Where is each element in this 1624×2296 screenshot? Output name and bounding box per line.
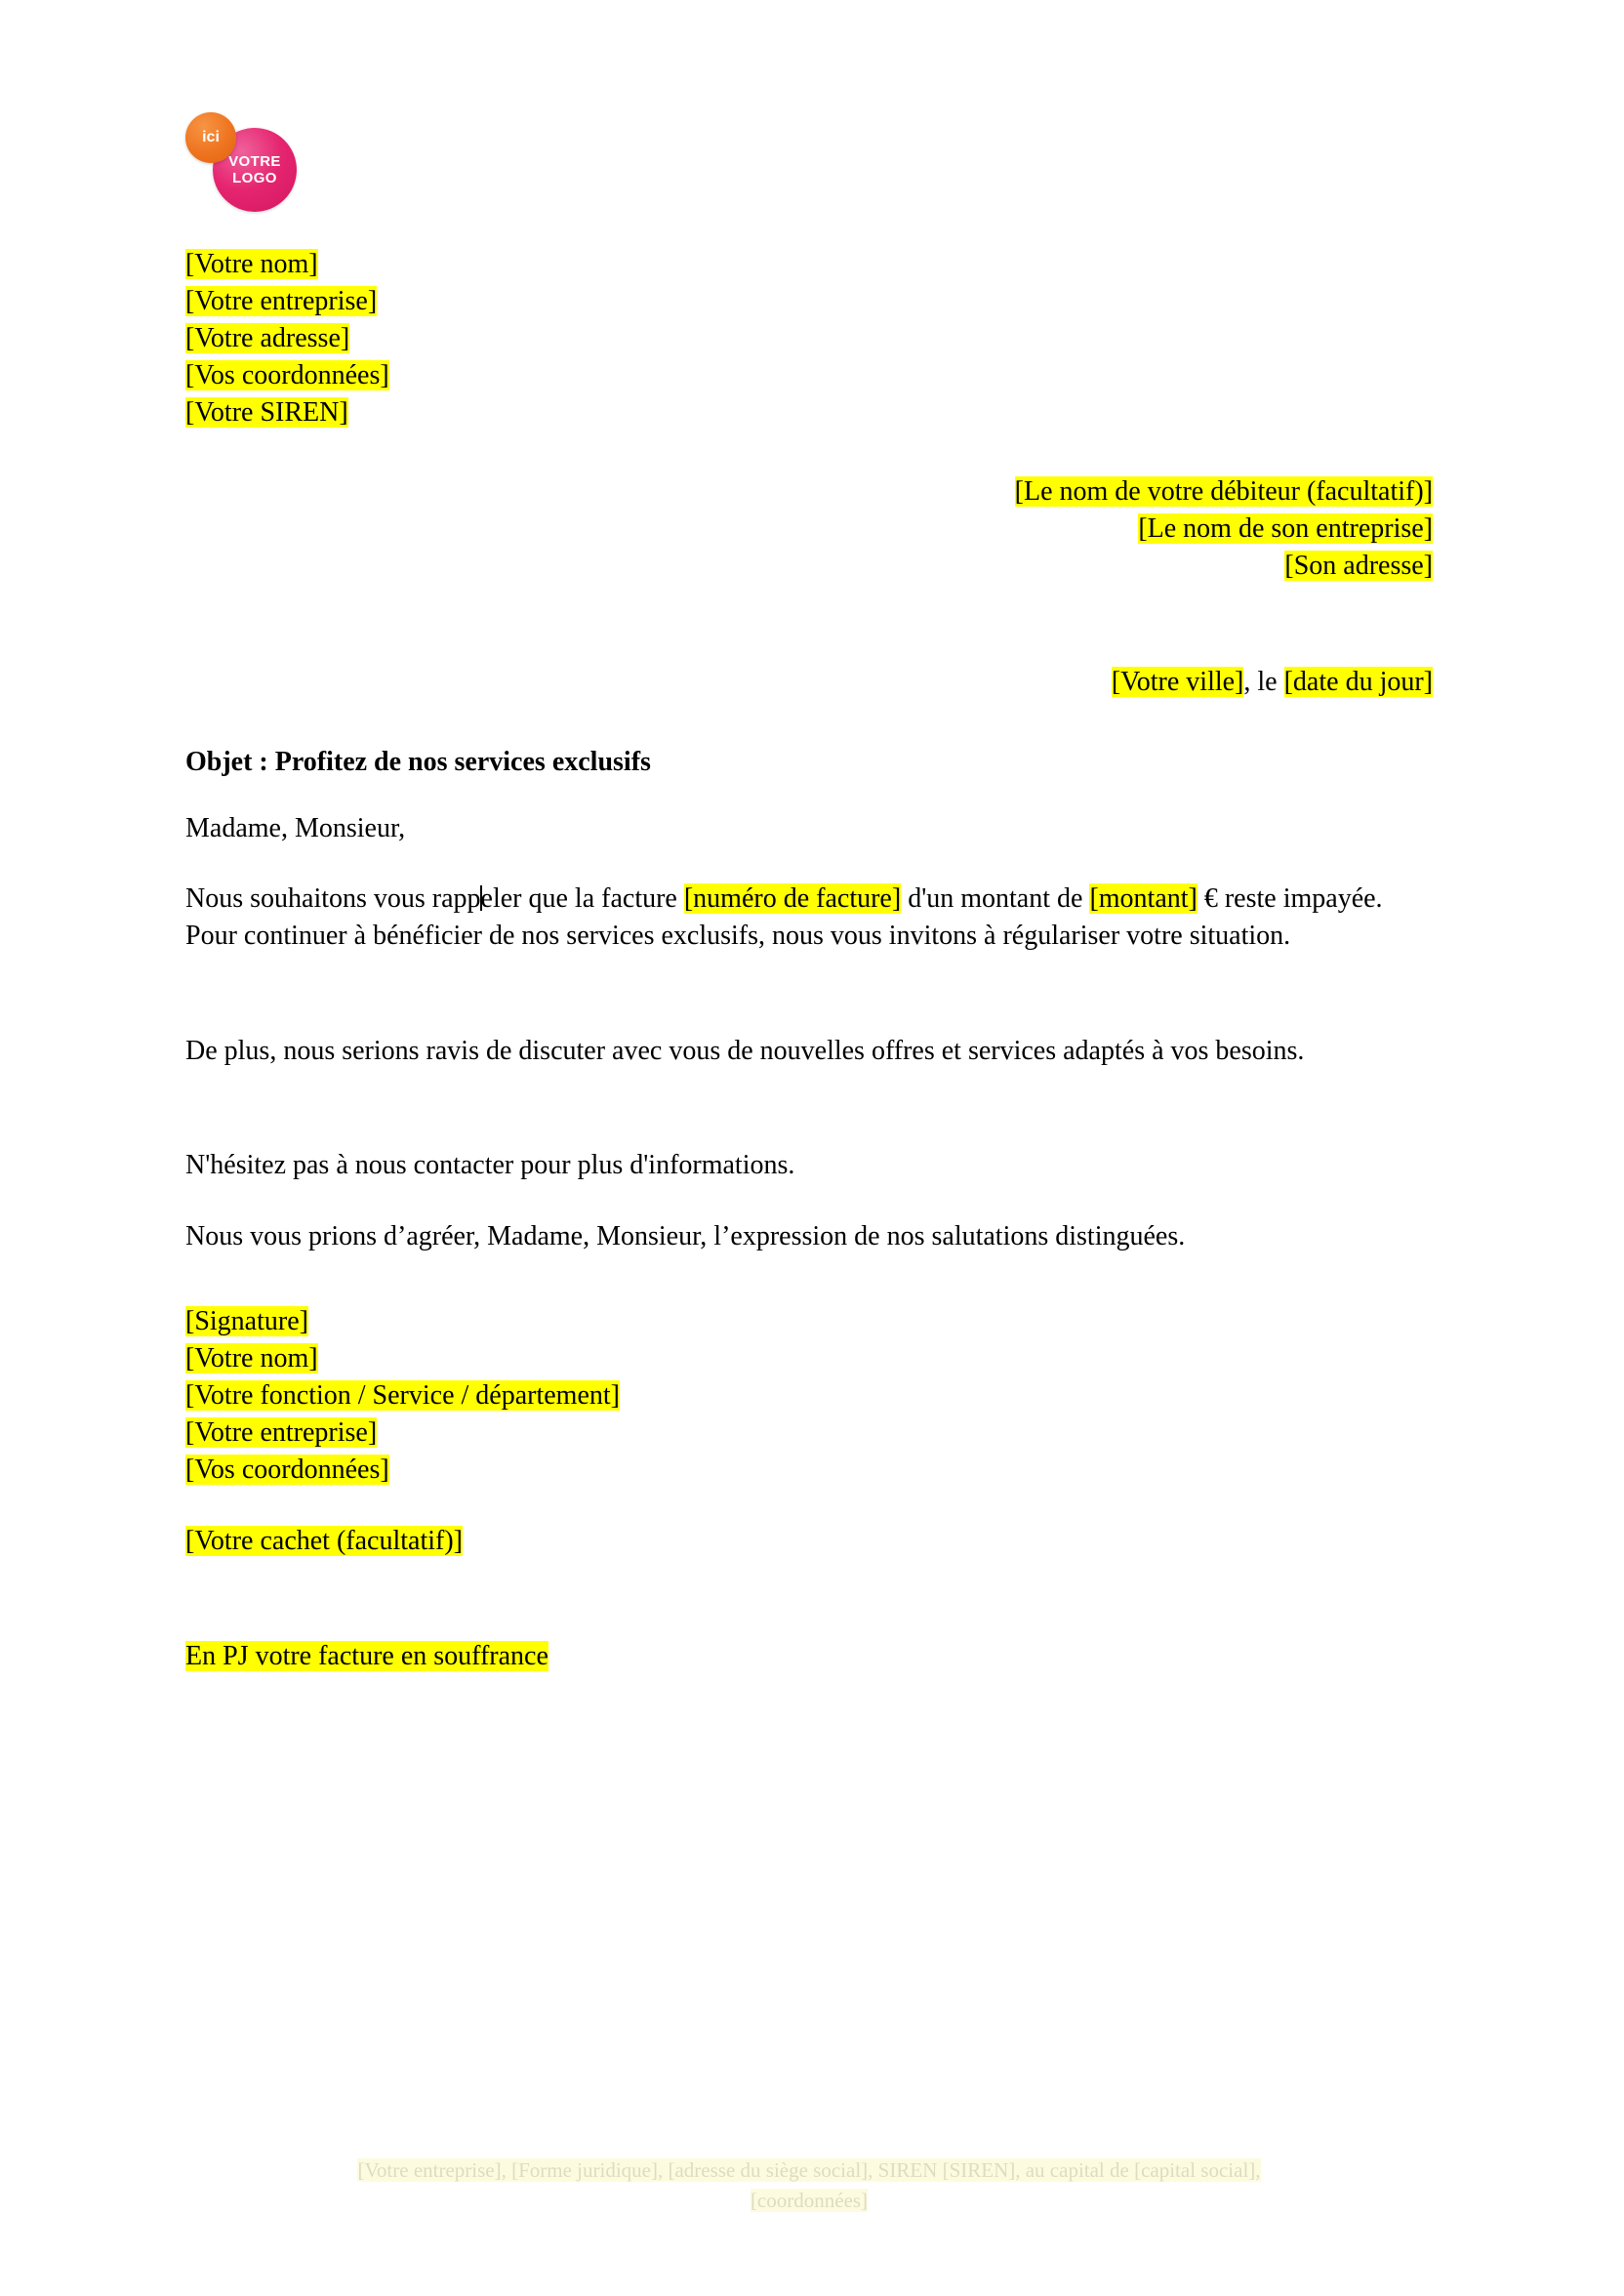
signature-block bbox=[185, 1303, 1433, 1489]
sender-line bbox=[185, 283, 1433, 320]
sender-address-block bbox=[185, 246, 1433, 431]
footer-line-1 bbox=[185, 2155, 1433, 2186]
city-placeholder: [Votre ville] bbox=[1111, 667, 1244, 697]
cachet-line bbox=[185, 1523, 1433, 1560]
date-line bbox=[185, 664, 1433, 701]
para1-text-part-2: eler que la facture bbox=[480, 883, 684, 914]
footer-line-2 bbox=[185, 2186, 1433, 2216]
para1-text-part-1: Nous souhaitons vous rapp bbox=[185, 883, 481, 914]
closing-salutation: Nous vous prions d’agréer, Madame, Monsieur, l’expression de nos salutations distinguées. bbox=[185, 1221, 1186, 1251]
sender-line bbox=[185, 394, 1433, 431]
signature-line bbox=[185, 1414, 1433, 1452]
signature-role: [Votre fonction / Service / département] bbox=[185, 1380, 620, 1411]
attachment-placeholder: En PJ votre facture en souffrance bbox=[185, 1641, 548, 1671]
recipient-company: [Le nom de son entreprise] bbox=[1138, 513, 1433, 544]
sender-siren: [Votre SIREN] bbox=[185, 397, 348, 428]
recipient-address-block bbox=[185, 473, 1433, 585]
amount-placeholder: [montant] bbox=[1089, 883, 1198, 914]
recipient-address: [Son adresse] bbox=[1284, 551, 1433, 581]
logo-line-1: VOTRE bbox=[228, 153, 281, 170]
footer-contact-text: [coordonnées] bbox=[750, 2189, 869, 2212]
body-paragraph-3: N'hésitez pas à nous contacter pour plus d'informations. bbox=[185, 1150, 795, 1180]
body-paragraph-2: De plus, nous serions ravis de discuter avec vous de nouvelles offres et services adaptés à vos besoins. bbox=[185, 1036, 1305, 1066]
sender-name: [Votre nom] bbox=[185, 249, 318, 279]
sender-company: [Votre entreprise] bbox=[185, 286, 378, 316]
logo-orange-badge bbox=[185, 112, 236, 163]
subject-line: Objet : Profitez de nos services exclusifs bbox=[185, 747, 651, 777]
attachment-note bbox=[185, 1638, 1433, 1675]
sender-line bbox=[185, 320, 1433, 357]
signature-line bbox=[185, 1377, 1433, 1414]
sender-address: [Votre adresse] bbox=[185, 323, 350, 353]
signature-name: [Votre nom] bbox=[185, 1343, 318, 1374]
body-paragraph-1 bbox=[185, 881, 1433, 955]
company-logo bbox=[185, 112, 322, 215]
signature-company: [Votre entreprise] bbox=[185, 1417, 378, 1448]
para1-text-part-3: d'un montant de bbox=[901, 883, 1090, 914]
recipient-line bbox=[185, 548, 1433, 585]
sender-line bbox=[185, 246, 1433, 283]
cachet-placeholder: [Votre cachet (facultatif)] bbox=[185, 1526, 463, 1556]
sender-line bbox=[185, 357, 1433, 394]
footer-legal-text: [Votre entreprise], [Forme juridique], [adresse du siège social], SIREN [SIREN], au capital de [capital social], bbox=[357, 2158, 1261, 2182]
recipient-name: [Le nom de votre débiteur (facultatif)] bbox=[1014, 476, 1433, 507]
signature-line bbox=[185, 1452, 1433, 1489]
signature-contact: [Vos coordonnées] bbox=[185, 1455, 389, 1485]
logo-line-2: LOGO bbox=[232, 170, 277, 186]
date-separator: , le bbox=[1243, 667, 1284, 697]
signature-line bbox=[185, 1303, 1433, 1340]
logo-badge-text: ici bbox=[202, 129, 220, 145]
signature-line bbox=[185, 1340, 1433, 1377]
recipient-line bbox=[185, 511, 1433, 548]
page-footer bbox=[185, 2155, 1433, 2216]
greeting-line: Madame, Monsieur, bbox=[185, 813, 406, 843]
signature-placeholder: [Signature] bbox=[185, 1306, 308, 1336]
recipient-line bbox=[185, 473, 1433, 511]
sender-contact: [Vos coordonnées] bbox=[185, 360, 389, 390]
invoice-number-placeholder: [numéro de facture] bbox=[683, 883, 902, 914]
para1-text-part-4: € reste impayée. Pour continuer à bénéficier de nos services exclusifs, nous vous invitons à régulariser votre situation. bbox=[185, 883, 1383, 951]
date-placeholder: [date du jour] bbox=[1283, 667, 1433, 697]
